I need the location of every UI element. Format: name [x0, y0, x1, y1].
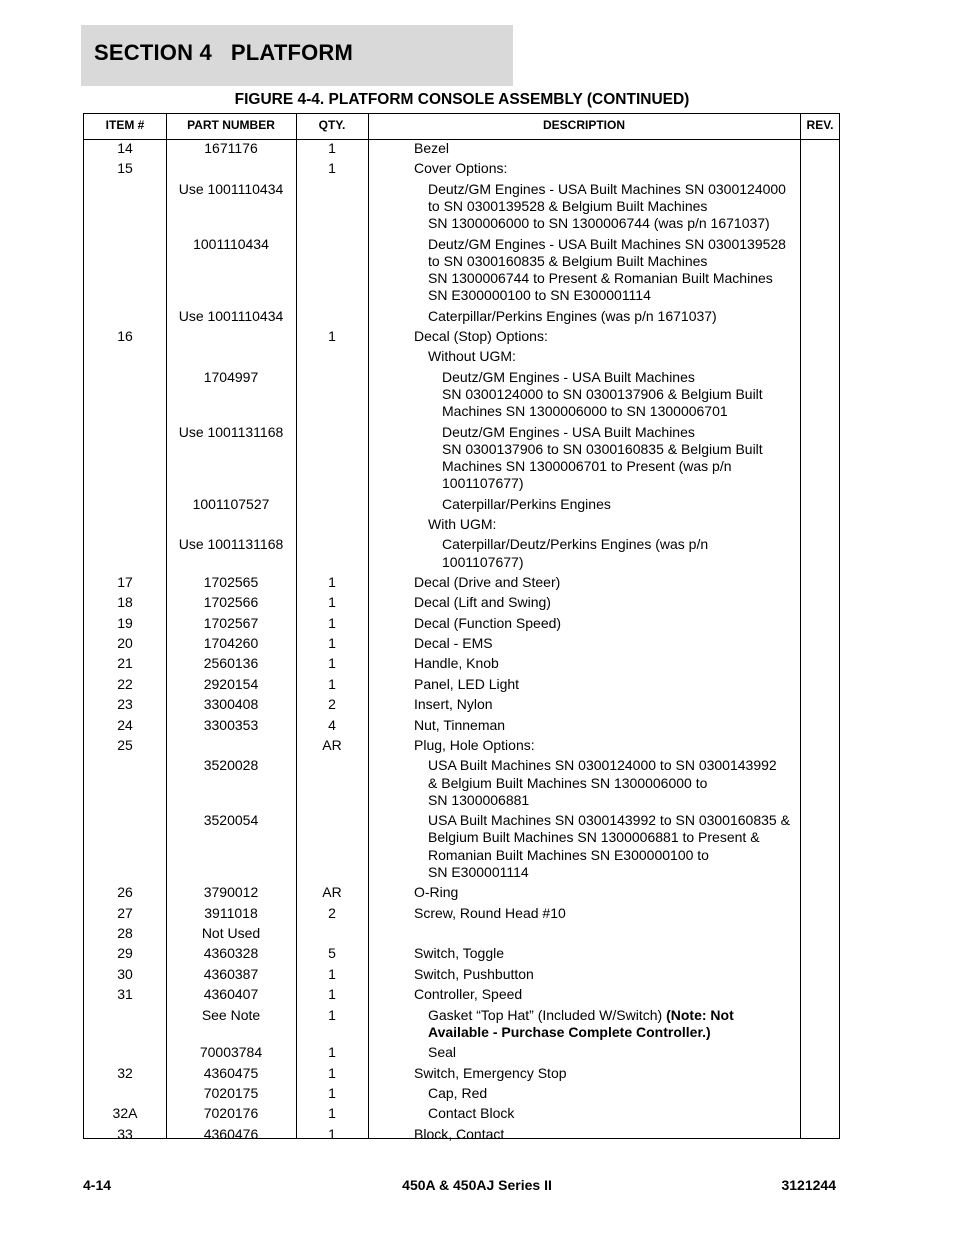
- item-number: 24: [117, 716, 133, 733]
- table-row: [84, 424, 839, 496]
- part-number: 1671176: [204, 140, 258, 156]
- item-number: 14: [117, 140, 133, 156]
- item-number: 26: [117, 884, 133, 901]
- description: [414, 140, 794, 157]
- description: [428, 308, 808, 325]
- description-text: Deutz/GM Engines - USA Built Machines SN 0300137906 to SN 0300160835 & Belgium Built Machines SN 1300006701 to Present (was p/n 1001107677): [442, 423, 763, 492]
- item-number: 18: [117, 594, 133, 611]
- part-number: Use 1001131168: [178, 423, 284, 440]
- part-number: 7020175: [203, 1084, 259, 1101]
- item-number: 30: [117, 965, 133, 982]
- description-text: Handle, Knob: [414, 655, 499, 672]
- table-row: [84, 615, 839, 635]
- table-row: [84, 655, 839, 675]
- description-text: Block, Contact: [414, 1125, 505, 1142]
- item-number: 32: [117, 1064, 133, 1081]
- description-text: Contact Block: [428, 1105, 515, 1122]
- column-header-description: DESCRIPTION: [542, 118, 625, 132]
- table-row: [84, 1007, 839, 1045]
- table-row: [84, 737, 839, 757]
- table-row: [84, 1044, 839, 1064]
- part-number: 3520028: [203, 757, 259, 774]
- description-text: Cover Options:: [414, 160, 508, 177]
- table-row: [84, 925, 839, 945]
- table-row: [84, 140, 839, 160]
- parts-table: [83, 113, 840, 1142]
- quantity: 1: [328, 1006, 336, 1023]
- table-row: [84, 328, 839, 348]
- description: [414, 986, 794, 1003]
- quantity: 2: [328, 696, 336, 713]
- page-number: 4-14: [83, 1177, 112, 1193]
- table-row: [84, 757, 839, 812]
- description: [414, 160, 794, 177]
- description-text: Caterpillar/Perkins Engines: [442, 495, 611, 512]
- description-note: (Note: Not Available - Purchase Complete Controller.): [428, 1006, 734, 1040]
- item-number: 23: [117, 696, 133, 713]
- description-text: With UGM:: [428, 515, 497, 532]
- item-number: 19: [117, 614, 133, 631]
- table-row: [84, 905, 839, 925]
- column-header-part-number: PART NUMBER: [187, 118, 275, 132]
- description-text: Deutz/GM Engines - USA Built Machines SN 0300124000 to SN 0300137906 & Belgium Built Machines SN 1300006000 to SN 1300006701: [442, 368, 763, 420]
- item-number: 27: [117, 904, 133, 921]
- column-header-item: ITEM #: [105, 118, 145, 132]
- part-number: 1702566: [203, 594, 259, 611]
- table-row: [84, 308, 839, 328]
- description: [414, 1065, 794, 1082]
- quantity: 1: [328, 573, 336, 590]
- description: [428, 236, 808, 305]
- description: [414, 737, 794, 754]
- description-text: Deutz/GM Engines - USA Built Machines SN 0300139528 to SN 0300160835 & Belgium Built Machines SN 1300006744 to Present & Romanian Built Machines SN E300000100 to SN E300001114: [428, 235, 786, 304]
- description-text: Seal: [428, 1044, 457, 1061]
- description-text: Decal (Function Speed): [414, 614, 562, 631]
- part-number: 4360475: [203, 1064, 259, 1081]
- description: [428, 757, 808, 809]
- description: [428, 1105, 808, 1122]
- table-row: [84, 1105, 839, 1125]
- description: [414, 696, 794, 713]
- model-name: 450A & 450AJ Series II: [402, 1177, 552, 1193]
- quantity: 2: [328, 904, 336, 921]
- part-number: 3300408: [203, 696, 259, 713]
- quantity: 1: [328, 986, 336, 1003]
- item-number: 25: [117, 737, 133, 754]
- description-text: Switch, Pushbutton: [414, 965, 534, 982]
- description-text: USA Built Machines SN 0300143992 to SN 0300160835 & Belgium Built Machines SN 1300006881 to Present & Romanian Built Machines SN E300000100 to SN E300001114: [428, 812, 790, 880]
- table-row: [84, 236, 839, 308]
- table-row: [84, 635, 839, 655]
- quantity: 1: [328, 140, 336, 156]
- part-number: 1001107527: [192, 495, 270, 512]
- table-row: [84, 594, 839, 614]
- description-text: Decal (Lift and Swing): [414, 594, 551, 611]
- description-text: Switch, Toggle: [414, 945, 505, 962]
- table-row: [84, 181, 839, 236]
- quantity: 1: [328, 655, 336, 672]
- item-number: 29: [117, 945, 133, 962]
- description: [414, 1126, 794, 1143]
- part-number: 3300353: [203, 716, 259, 733]
- description: [414, 676, 794, 693]
- quantity: AR: [322, 884, 342, 901]
- description: [428, 1007, 808, 1041]
- description-text: Screw, Round Head #10: [414, 904, 566, 921]
- table-row: [84, 516, 839, 536]
- part-number: Not Used: [201, 925, 261, 942]
- quantity: 1: [328, 635, 336, 652]
- description: [428, 516, 808, 533]
- quantity: 1: [328, 160, 336, 177]
- table-row: [84, 348, 839, 368]
- item-number: 32A: [112, 1105, 138, 1122]
- description-text: Switch, Emergency Stop: [414, 1064, 567, 1081]
- description: [414, 615, 794, 632]
- part-number: 4360407: [203, 986, 259, 1003]
- quantity: 1: [328, 614, 336, 631]
- part-number: 4360476: [203, 1125, 259, 1142]
- quantity: AR: [322, 737, 342, 754]
- part-number: 1702567: [203, 614, 259, 631]
- document-number: 3121244: [781, 1177, 836, 1193]
- figure-title: FIGURE 4-4. PLATFORM CONSOLE ASSEMBLY (CONTINUED): [234, 91, 690, 108]
- item-number: 33: [117, 1125, 133, 1142]
- description: [428, 181, 808, 233]
- table-row: [84, 717, 839, 737]
- description: [414, 884, 794, 901]
- column-header-rev: REV.: [806, 118, 834, 132]
- description: [428, 1044, 808, 1061]
- description: [442, 369, 822, 421]
- description-text: Caterpillar/Perkins Engines (was p/n 1671037): [428, 307, 717, 324]
- item-number: 21: [117, 655, 133, 672]
- description-text: USA Built Machines SN 0300124000 to SN 0300143992 & Belgium Built Machines SN 1300006000 to SN 1300006881: [428, 757, 777, 808]
- description: [414, 966, 794, 983]
- part-number: 1704260: [203, 635, 259, 652]
- item-number: 20: [117, 635, 133, 652]
- description-text: Deutz/GM Engines - USA Built Machines SN 0300124000 to SN 0300139528 & Belgium Built Machines SN 1300006000 to SN 1300006744 (was p/n 1671037): [428, 180, 786, 232]
- part-number: 7020176: [203, 1105, 259, 1122]
- quantity: 1: [328, 1044, 336, 1061]
- part-number: 3520054: [203, 812, 259, 829]
- item-number: 17: [117, 573, 133, 590]
- part-number: 1704997: [203, 368, 259, 385]
- part-number: 3911018: [204, 904, 258, 921]
- description-text: Panel, LED Light: [414, 675, 520, 692]
- quantity: 5: [328, 945, 336, 962]
- description: [414, 574, 794, 591]
- table-row: [84, 574, 839, 594]
- description: [442, 496, 822, 513]
- description-text: Gasket “Top Hat” (Included W/Switch): [428, 1006, 667, 1023]
- part-number: Use 1001110434: [178, 307, 284, 324]
- description: [414, 594, 794, 611]
- description-text: Decal - EMS: [414, 635, 493, 652]
- table-row: [84, 812, 839, 884]
- description: [414, 655, 794, 672]
- part-number: 1702565: [203, 573, 259, 590]
- quantity: 1: [328, 327, 336, 344]
- quantity: 1: [328, 1064, 336, 1081]
- description-text: O-Ring: [414, 884, 459, 901]
- description-text: Caterpillar/Deutz/Perkins Engines (was p/n 1001107677): [442, 536, 709, 570]
- part-number: Use 1001131168: [178, 536, 284, 553]
- table-row: [84, 1085, 839, 1105]
- table-row: [84, 986, 839, 1006]
- part-number: 2560136: [203, 655, 259, 672]
- quantity: 1: [328, 594, 336, 611]
- description: [414, 905, 794, 922]
- description: [428, 348, 808, 365]
- part-number: See Note: [201, 1006, 261, 1023]
- description-text: Decal (Drive and Steer): [414, 573, 561, 590]
- part-number: 3790012: [203, 884, 259, 901]
- quantity: 1: [328, 1084, 336, 1101]
- part-number: 4360328: [203, 945, 259, 962]
- table-row: [84, 160, 839, 180]
- section-title: SECTION 4 PLATFORM: [94, 40, 354, 65]
- description-text: Insert, Nylon: [414, 696, 493, 713]
- description-text: Cap, Red: [428, 1084, 488, 1101]
- description: [414, 635, 794, 652]
- part-number: 70003784: [199, 1044, 263, 1061]
- description-text: Bezel: [414, 140, 450, 156]
- part-number: 1001110434: [193, 235, 269, 252]
- table-row: [84, 966, 839, 986]
- column-header-qty: QTY.: [318, 118, 346, 132]
- part-number: 2920154: [203, 675, 259, 692]
- quantity: 1: [328, 675, 336, 692]
- description-text: Without UGM:: [428, 348, 516, 365]
- item-number: 31: [117, 986, 133, 1003]
- part-number: 4360387: [203, 965, 259, 982]
- table-row: [84, 369, 839, 424]
- description-text: Nut, Tinneman: [414, 716, 506, 733]
- description-text: Decal (Stop) Options:: [414, 327, 548, 344]
- description: [414, 328, 794, 345]
- description-text: Controller, Speed: [414, 986, 523, 1003]
- quantity: 4: [328, 716, 336, 733]
- table-row: [84, 676, 839, 696]
- table-body: [84, 140, 839, 1146]
- table-row: [84, 496, 839, 516]
- part-number: Use 1001110434: [178, 180, 284, 197]
- table-row: [84, 884, 839, 904]
- item-number: 15: [117, 160, 133, 177]
- table-row: [84, 1065, 839, 1085]
- description: [442, 424, 822, 493]
- description: [428, 1085, 808, 1102]
- item-number: 28: [117, 925, 133, 942]
- description: [414, 945, 794, 962]
- description: [414, 717, 794, 734]
- description: [442, 536, 822, 570]
- quantity: 1: [328, 1125, 336, 1142]
- description-text: Plug, Hole Options:: [414, 737, 535, 754]
- table-row: [84, 945, 839, 965]
- quantity: 1: [328, 1105, 336, 1122]
- quantity: 1: [328, 965, 336, 982]
- item-number: 22: [117, 675, 133, 692]
- description: [428, 812, 808, 881]
- item-number: 16: [117, 327, 133, 344]
- table-row: [84, 536, 839, 574]
- table-row: [84, 1126, 839, 1146]
- table-row: [84, 696, 839, 716]
